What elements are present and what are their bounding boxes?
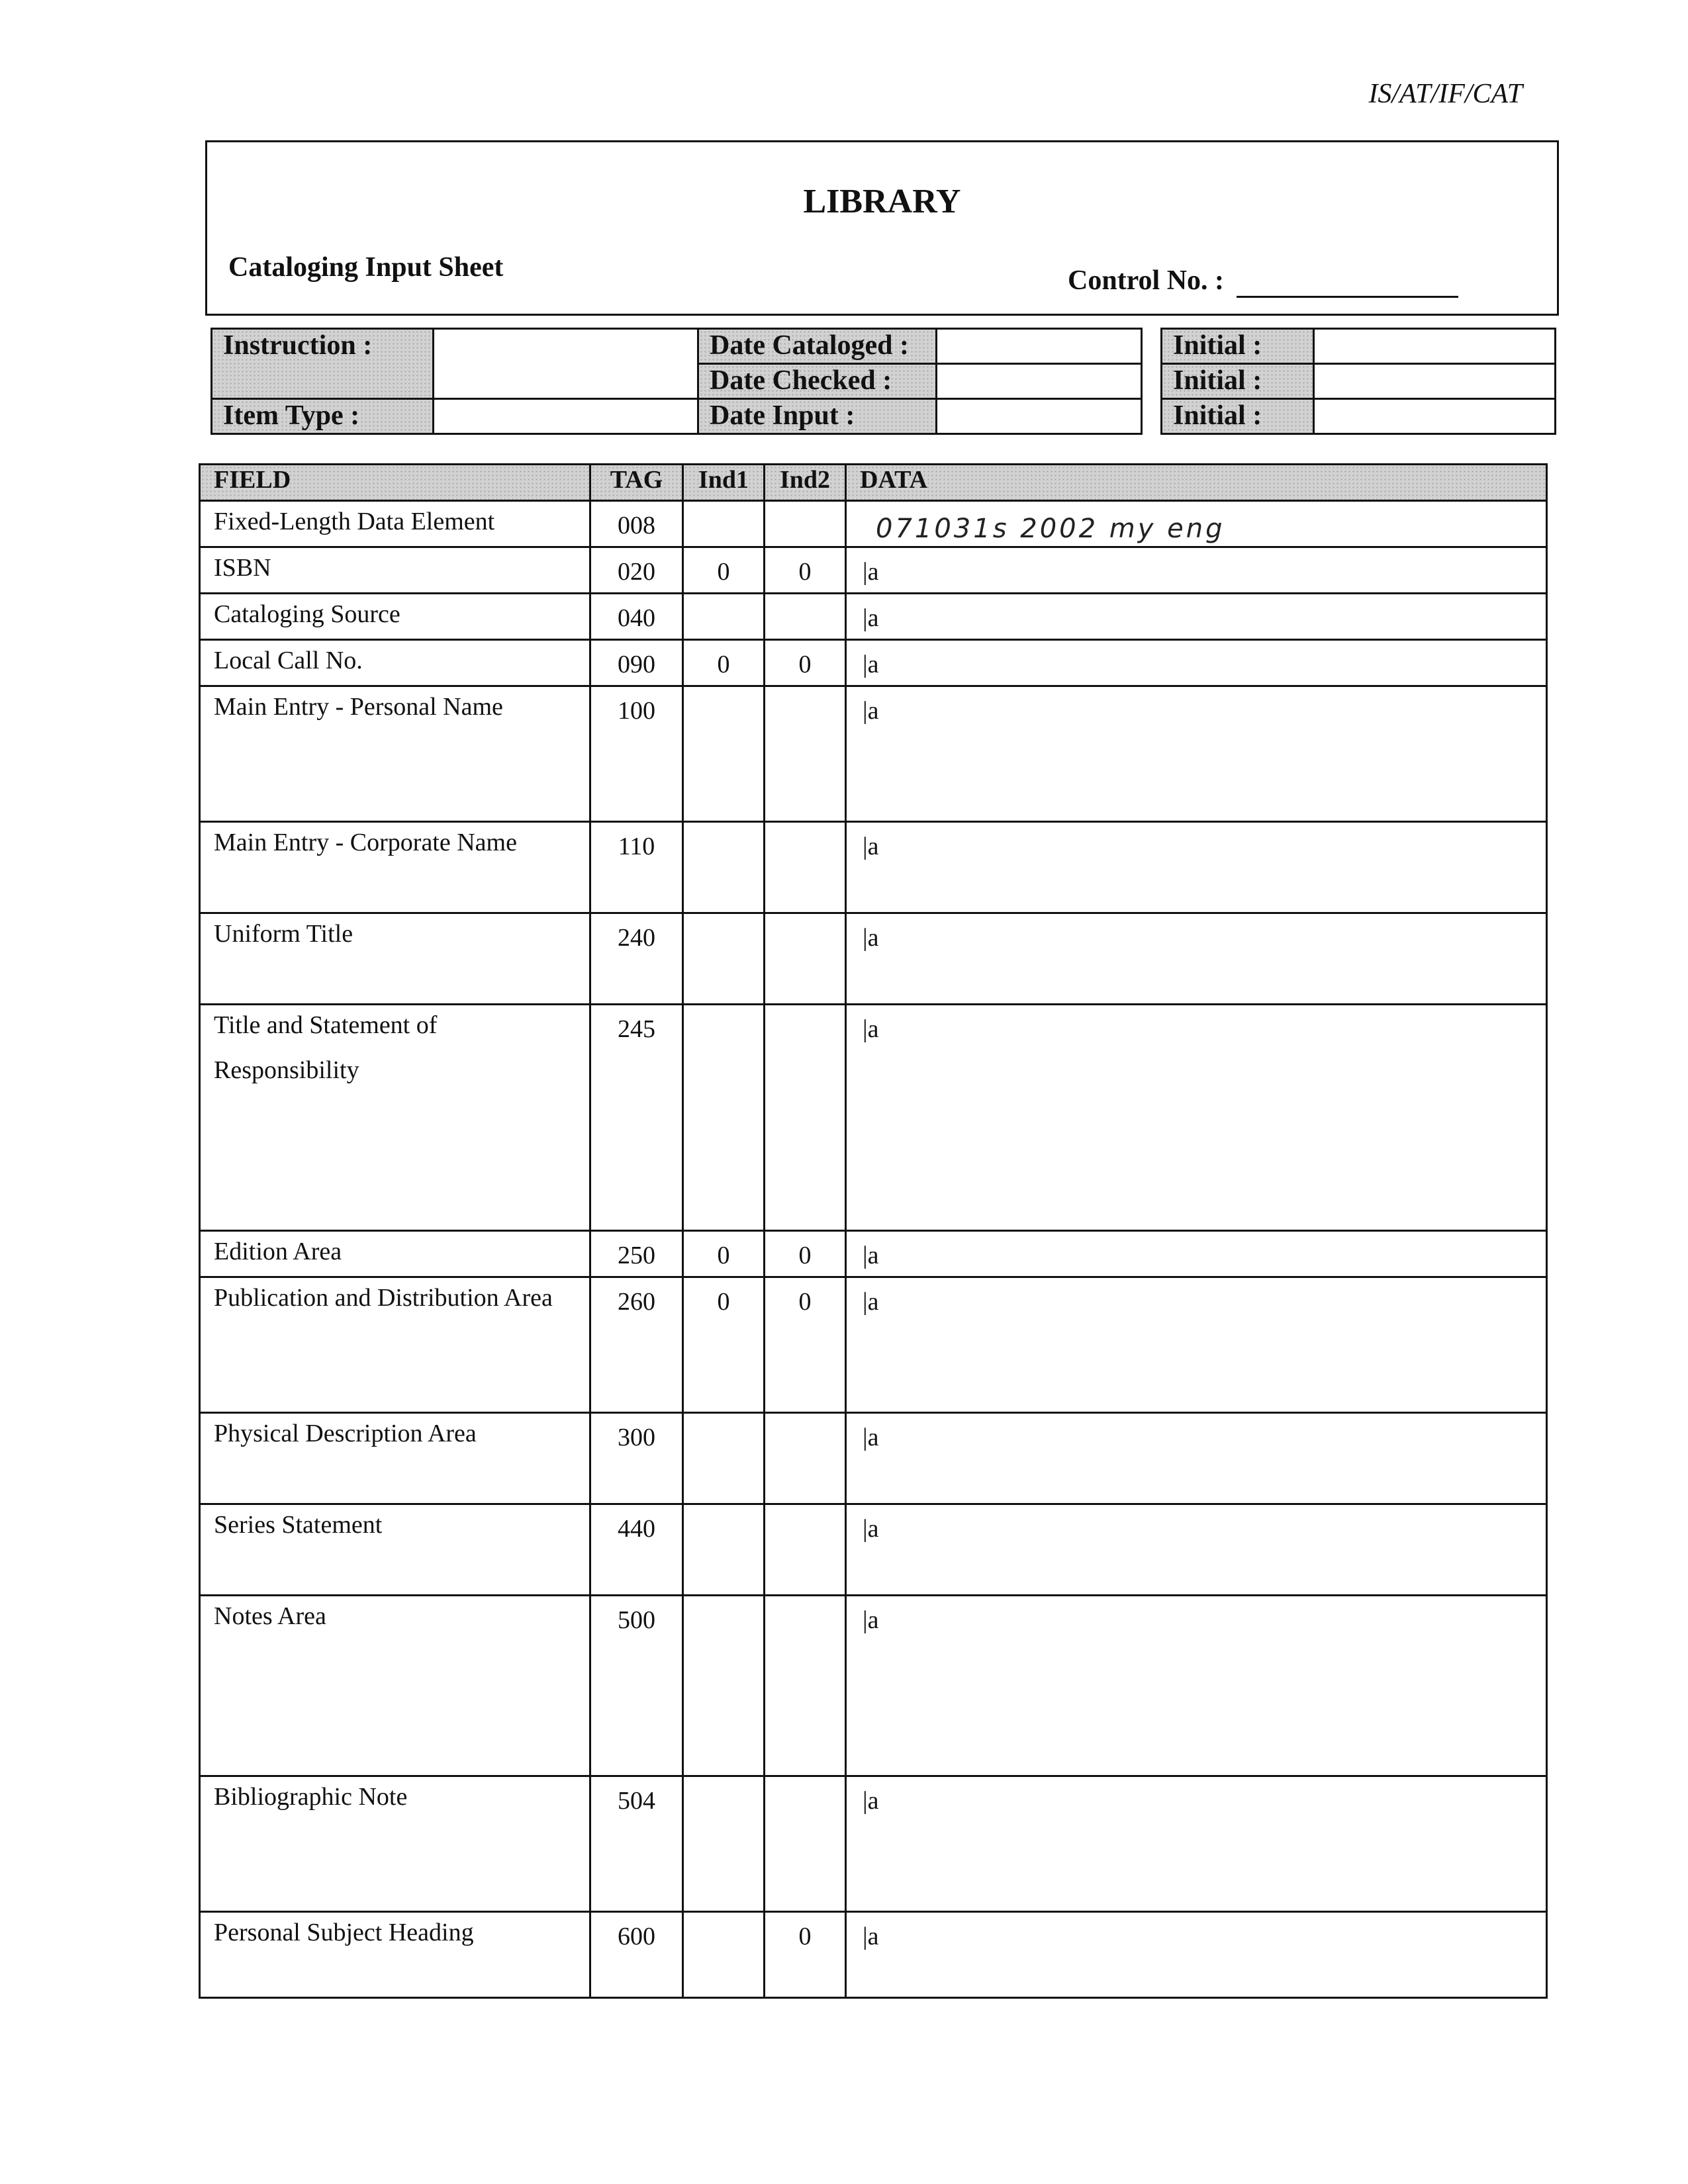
tag-value: 250 — [590, 1231, 683, 1277]
instruction-field[interactable] — [434, 329, 698, 399]
field-name — [200, 1005, 590, 1231]
table-row — [200, 501, 1547, 547]
tag-value: 245 — [590, 1005, 683, 1231]
meta-table — [211, 328, 1556, 435]
table-row — [200, 1504, 1547, 1596]
ind1-value[interactable] — [683, 1413, 765, 1504]
col-header-data: DATA — [846, 465, 1547, 501]
ind1-value[interactable] — [683, 1596, 765, 1776]
ind2-value[interactable]: 0 — [765, 547, 846, 594]
page-title: LIBRARY — [803, 183, 961, 220]
document-code: IS/AT/IF/CAT — [1368, 79, 1523, 109]
date-input-field[interactable] — [937, 399, 1142, 434]
table-row — [200, 640, 1547, 686]
field-name: Local Call No. — [200, 640, 590, 686]
initial-field-1[interactable] — [1314, 329, 1556, 364]
data-value[interactable]: |a — [846, 1005, 1547, 1231]
initial-field-2[interactable] — [1314, 364, 1556, 399]
data-value[interactable]: |a — [846, 822, 1547, 913]
col-header-field: FIELD — [200, 465, 590, 501]
field-name: Fixed-Length Data Element — [200, 501, 590, 547]
data-value[interactable]: |a — [846, 1776, 1547, 1912]
tag-value: 110 — [590, 822, 683, 913]
ind1-value[interactable] — [683, 1776, 765, 1912]
tag-value: 240 — [590, 913, 683, 1005]
table-row — [200, 913, 1547, 1005]
item-type-label: Item Type : — [212, 399, 434, 434]
ind2-value[interactable] — [765, 501, 846, 547]
tag-value: 040 — [590, 594, 683, 640]
instruction-label: Instruction : — [212, 329, 434, 399]
ind1-value[interactable]: 0 — [683, 640, 765, 686]
ind1-value[interactable]: 0 — [683, 547, 765, 594]
tag-value: 260 — [590, 1277, 683, 1413]
data-value[interactable]: |a — [846, 1231, 1547, 1277]
field-name: Bibliographic Note — [200, 1776, 590, 1912]
date-checked-label: Date Checked : — [698, 364, 937, 399]
col-header-ind1: Ind1 — [683, 465, 765, 501]
table-row — [200, 1277, 1547, 1413]
tag-value: 504 — [590, 1776, 683, 1912]
ind2-value[interactable] — [765, 1596, 846, 1776]
form-subtitle: Cataloging Input Sheet — [228, 252, 504, 283]
ind2-value[interactable] — [765, 1504, 846, 1596]
ind1-value[interactable] — [683, 594, 765, 640]
ind1-value[interactable]: 0 — [683, 1277, 765, 1413]
data-value[interactable]: |a — [846, 913, 1547, 1005]
ind2-value[interactable] — [765, 686, 846, 822]
ind1-value[interactable] — [683, 686, 765, 822]
date-input-label: Date Input : — [698, 399, 937, 434]
data-value[interactable]: |a — [846, 640, 1547, 686]
control-no-field[interactable] — [1237, 296, 1458, 298]
field-name: ISBN — [200, 547, 590, 594]
initial-label-2: Initial : — [1162, 364, 1314, 399]
table-row — [200, 547, 1547, 594]
ind1-value[interactable] — [683, 822, 765, 913]
tag-value: 008 — [590, 501, 683, 547]
data-value[interactable]: |a — [846, 547, 1547, 594]
tag-value: 100 — [590, 686, 683, 822]
field-name-line1: Title and Statement of — [214, 1011, 438, 1039]
handwritten-entry: 071031s 2002 my eng — [876, 514, 1225, 544]
table-row — [200, 1912, 1547, 1998]
table-row — [200, 594, 1547, 640]
tag-value: 440 — [590, 1504, 683, 1596]
field-name-line2: Responsibility — [214, 1056, 359, 1084]
field-name: Personal Subject Heading — [200, 1912, 590, 1998]
field-name: Main Entry - Personal Name — [200, 686, 590, 822]
field-name: Edition Area — [200, 1231, 590, 1277]
data-value[interactable] — [846, 501, 1547, 547]
data-value[interactable]: |a — [846, 1504, 1547, 1596]
col-header-ind2: Ind2 — [765, 465, 846, 501]
initial-label-3: Initial : — [1162, 399, 1314, 434]
tag-value: 090 — [590, 640, 683, 686]
tag-value: 500 — [590, 1596, 683, 1776]
tag-value: 300 — [590, 1413, 683, 1504]
ind1-value[interactable] — [683, 501, 765, 547]
control-no-label: Control No. : — [1068, 265, 1225, 296]
ind1-value[interactable] — [683, 1504, 765, 1596]
ind2-value[interactable] — [765, 594, 846, 640]
field-name: Publication and Distribution Area — [200, 1277, 590, 1413]
ind1-value[interactable]: 0 — [683, 1231, 765, 1277]
table-row — [200, 1776, 1547, 1912]
tag-value: 020 — [590, 547, 683, 594]
tag-value: 600 — [590, 1912, 683, 1998]
field-name: Notes Area — [200, 1596, 590, 1776]
header-box — [205, 140, 1559, 316]
cataloging-table — [199, 463, 1548, 1999]
table-row — [200, 1005, 1547, 1231]
field-name: Uniform Title — [200, 913, 590, 1005]
ind1-value[interactable] — [683, 1912, 765, 1998]
data-value[interactable]: |a — [846, 1413, 1547, 1504]
ind2-value[interactable]: 0 — [765, 1277, 846, 1413]
ind2-value[interactable] — [765, 1413, 846, 1504]
ind2-value[interactable]: 0 — [765, 1231, 846, 1277]
table-row — [200, 1596, 1547, 1776]
date-cataloged-label: Date Cataloged : — [698, 329, 937, 364]
table-row — [200, 686, 1547, 822]
col-header-tag: TAG — [590, 465, 683, 501]
data-value[interactable]: |a — [846, 1912, 1547, 1998]
table-row — [200, 822, 1547, 913]
table-row — [200, 1413, 1547, 1504]
ind2-value[interactable] — [765, 1776, 846, 1912]
ind1-value[interactable] — [683, 913, 765, 1005]
date-cataloged-field[interactable] — [937, 329, 1142, 364]
table-row — [200, 1231, 1547, 1277]
ind2-value[interactable] — [765, 913, 846, 1005]
ind2-value[interactable] — [765, 1005, 846, 1231]
field-name: Physical Description Area — [200, 1413, 590, 1504]
field-name: Series Statement — [200, 1504, 590, 1596]
date-checked-field[interactable] — [937, 364, 1142, 399]
item-type-field[interactable] — [434, 399, 698, 434]
ind2-value[interactable] — [765, 822, 846, 913]
field-name: Cataloging Source — [200, 594, 590, 640]
initial-field-3[interactable] — [1314, 399, 1556, 434]
field-name: Main Entry - Corporate Name — [200, 822, 590, 913]
data-value[interactable]: |a — [846, 686, 1547, 822]
ind1-value[interactable] — [683, 1005, 765, 1231]
ind2-value[interactable]: 0 — [765, 1912, 846, 1998]
initial-label-1: Initial : — [1162, 329, 1314, 364]
data-value[interactable]: |a — [846, 594, 1547, 640]
ind2-value[interactable]: 0 — [765, 640, 846, 686]
data-value[interactable]: |a — [846, 1596, 1547, 1776]
data-value[interactable]: |a — [846, 1277, 1547, 1413]
